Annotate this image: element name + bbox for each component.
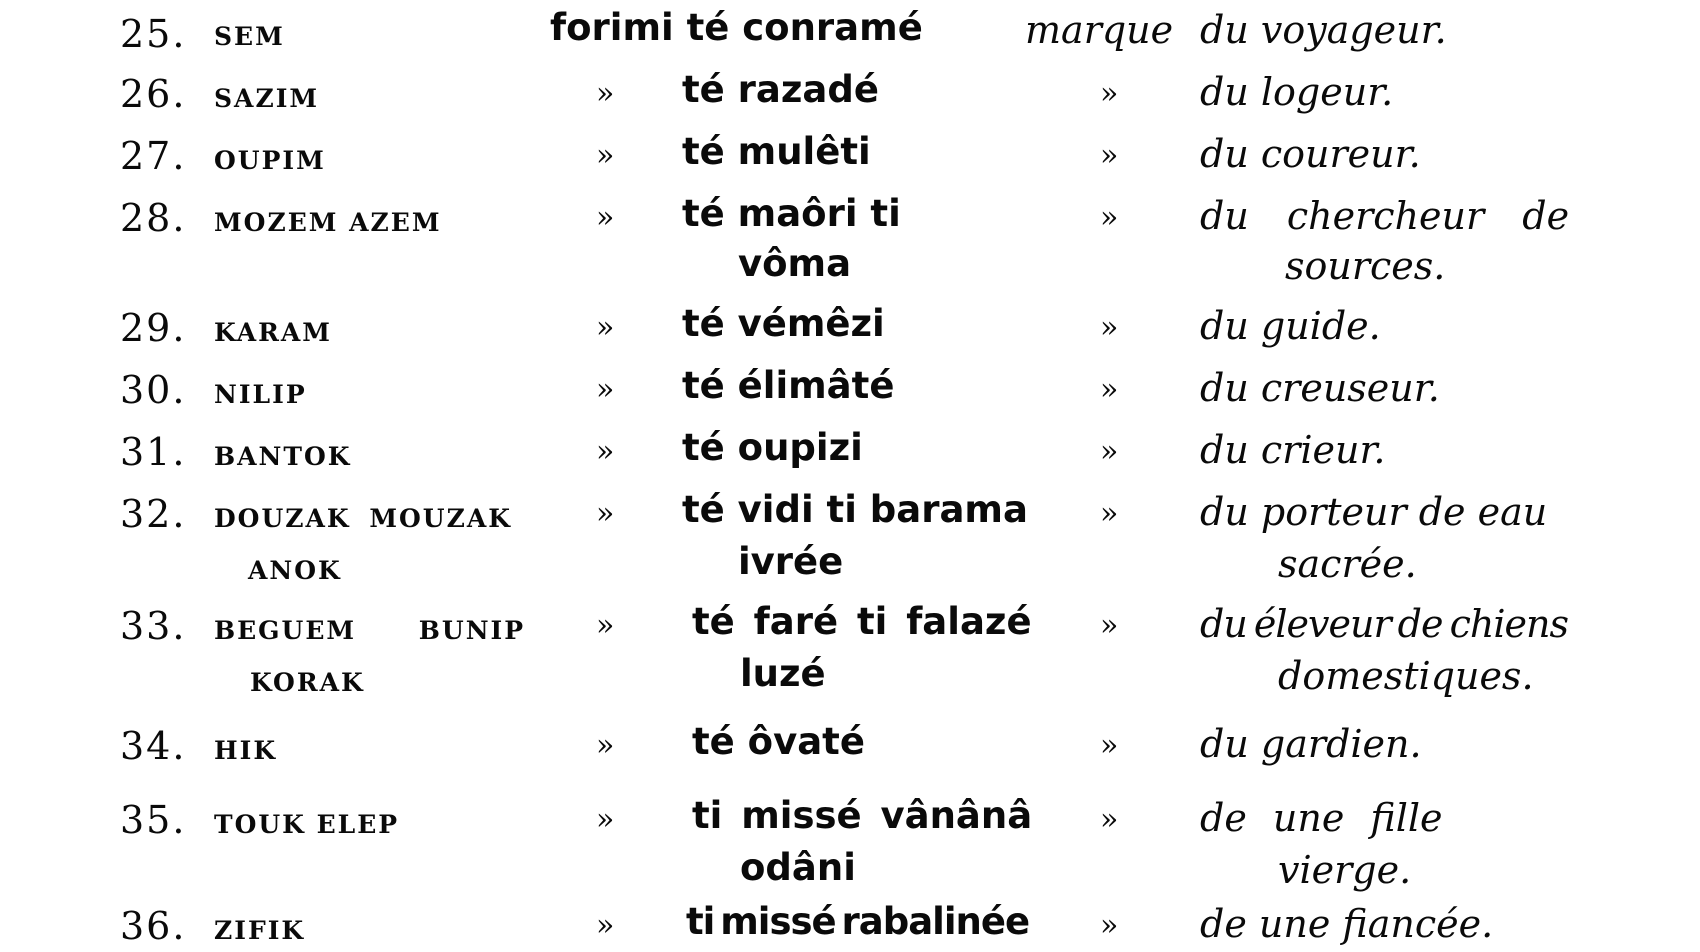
- ditto-mark: »: [1100, 138, 1119, 173]
- ditto-mark: »: [596, 372, 615, 407]
- entry-phrase: té élimâté: [682, 364, 895, 407]
- entry-meaning: du crieur.: [1200, 428, 1386, 472]
- entry-phrase: té mulêti: [682, 130, 871, 173]
- entry-phrase: ti missé rabalinée: [686, 900, 1030, 943]
- ditto-mark: »: [596, 728, 615, 763]
- entry-number: 31.: [120, 430, 187, 474]
- entry-meaning-continuation: domestiques.: [1278, 654, 1534, 698]
- entry-number: 33.: [120, 604, 187, 648]
- entry-meaning: du voyageur.: [1200, 8, 1447, 52]
- ditto-mark: »: [1100, 496, 1119, 531]
- entry-phrase-continuation: vôma: [738, 242, 852, 285]
- ditto-mark: »: [1100, 434, 1119, 469]
- entry-name: OUPIM: [214, 146, 326, 175]
- ditto-mark: »: [1100, 608, 1119, 643]
- entry-meaning: de une fille: [1200, 796, 1443, 840]
- entry-name-continuation: ANOK: [248, 556, 342, 585]
- entry-phrase: té oupizi: [682, 426, 863, 469]
- entry-name: DOUZAK MOUZAK: [214, 504, 512, 533]
- entry-meaning: de une fiancée.: [1200, 902, 1494, 946]
- entry-name: KARAM: [214, 318, 332, 347]
- ditto-mark: »: [1100, 200, 1119, 235]
- ditto-mark: »: [1100, 908, 1119, 943]
- ditto-mark: »: [1100, 76, 1119, 111]
- ditto-mark: »: [596, 908, 615, 943]
- entry-name-continuation: KORAK: [250, 668, 365, 697]
- ditto-mark: »: [596, 138, 615, 173]
- entry-name: MOZEM AZEM: [214, 208, 442, 237]
- entry-meaning: du guide.: [1200, 304, 1381, 348]
- entry-number: 26.: [120, 72, 187, 116]
- entry-phrase: té vidi ti barama: [682, 488, 1028, 531]
- entry-meaning: du creuseur.: [1200, 366, 1440, 410]
- entry-number: 25.: [120, 12, 187, 56]
- entry-phrase: ti missé vânânâ: [692, 794, 1033, 837]
- entry-meaning: du porteur de eau: [1200, 490, 1548, 534]
- ditto-mark: »: [596, 608, 615, 643]
- entry-meaning-continuation: sources.: [1285, 244, 1446, 288]
- entry-number: 36.: [120, 904, 187, 948]
- ditto-mark: »: [596, 76, 615, 111]
- ditto-mark: »: [1100, 310, 1119, 345]
- entry-phrase-continuation: ivrée: [738, 540, 844, 583]
- entry-phrase: té razadé: [682, 68, 879, 111]
- entry-number: 28.: [120, 196, 187, 240]
- entry-number: 32.: [120, 492, 187, 536]
- entry-name: BEGUEM BUNIP: [214, 616, 526, 645]
- entry-phrase-continuation: luzé: [740, 652, 826, 695]
- entry-name: HIK: [214, 736, 278, 765]
- entry-name: TOUK ELEP: [214, 810, 400, 839]
- entry-phrase: forimi té conramé: [550, 6, 923, 49]
- entry-meaning-lead: marque: [1025, 8, 1174, 52]
- entry-number: 29.: [120, 306, 187, 350]
- entry-meaning: du éleveur de chiens: [1200, 602, 1568, 646]
- entry-meaning-continuation: vierge.: [1278, 848, 1412, 892]
- ditto-mark: »: [596, 434, 615, 469]
- entry-name: SEM: [214, 22, 285, 51]
- entry-phrase-continuation: odâni: [740, 846, 856, 889]
- entry-meaning: du logeur.: [1200, 70, 1394, 114]
- entry-name: SAZIM: [214, 84, 320, 113]
- ditto-mark: »: [596, 310, 615, 345]
- entry-phrase: té ôvaté: [692, 720, 865, 763]
- entry-name: NILIP: [214, 380, 307, 409]
- entry-phrase: té faré ti falazé: [692, 600, 1032, 643]
- entry-number: 35.: [120, 798, 187, 842]
- ditto-mark: »: [1100, 372, 1119, 407]
- ditto-mark: »: [596, 496, 615, 531]
- entry-name: ZIFIK: [214, 916, 306, 945]
- ditto-mark: »: [1100, 728, 1119, 763]
- entry-meaning-continuation: sacrée.: [1278, 542, 1417, 586]
- ditto-mark: »: [1100, 802, 1119, 837]
- entry-meaning: du chercheur de: [1200, 194, 1570, 238]
- entry-name: BANTOK: [214, 442, 352, 471]
- entry-phrase: té maôri ti: [682, 192, 901, 235]
- ditto-mark: »: [596, 802, 615, 837]
- entry-meaning: du gardien.: [1200, 722, 1422, 766]
- entry-meaning: du coureur.: [1200, 132, 1421, 176]
- entry-number: 34.: [120, 724, 187, 768]
- entry-phrase: té vémêzi: [682, 302, 885, 345]
- ditto-mark: »: [596, 200, 615, 235]
- entry-number: 30.: [120, 368, 187, 412]
- entry-number: 27.: [120, 134, 187, 178]
